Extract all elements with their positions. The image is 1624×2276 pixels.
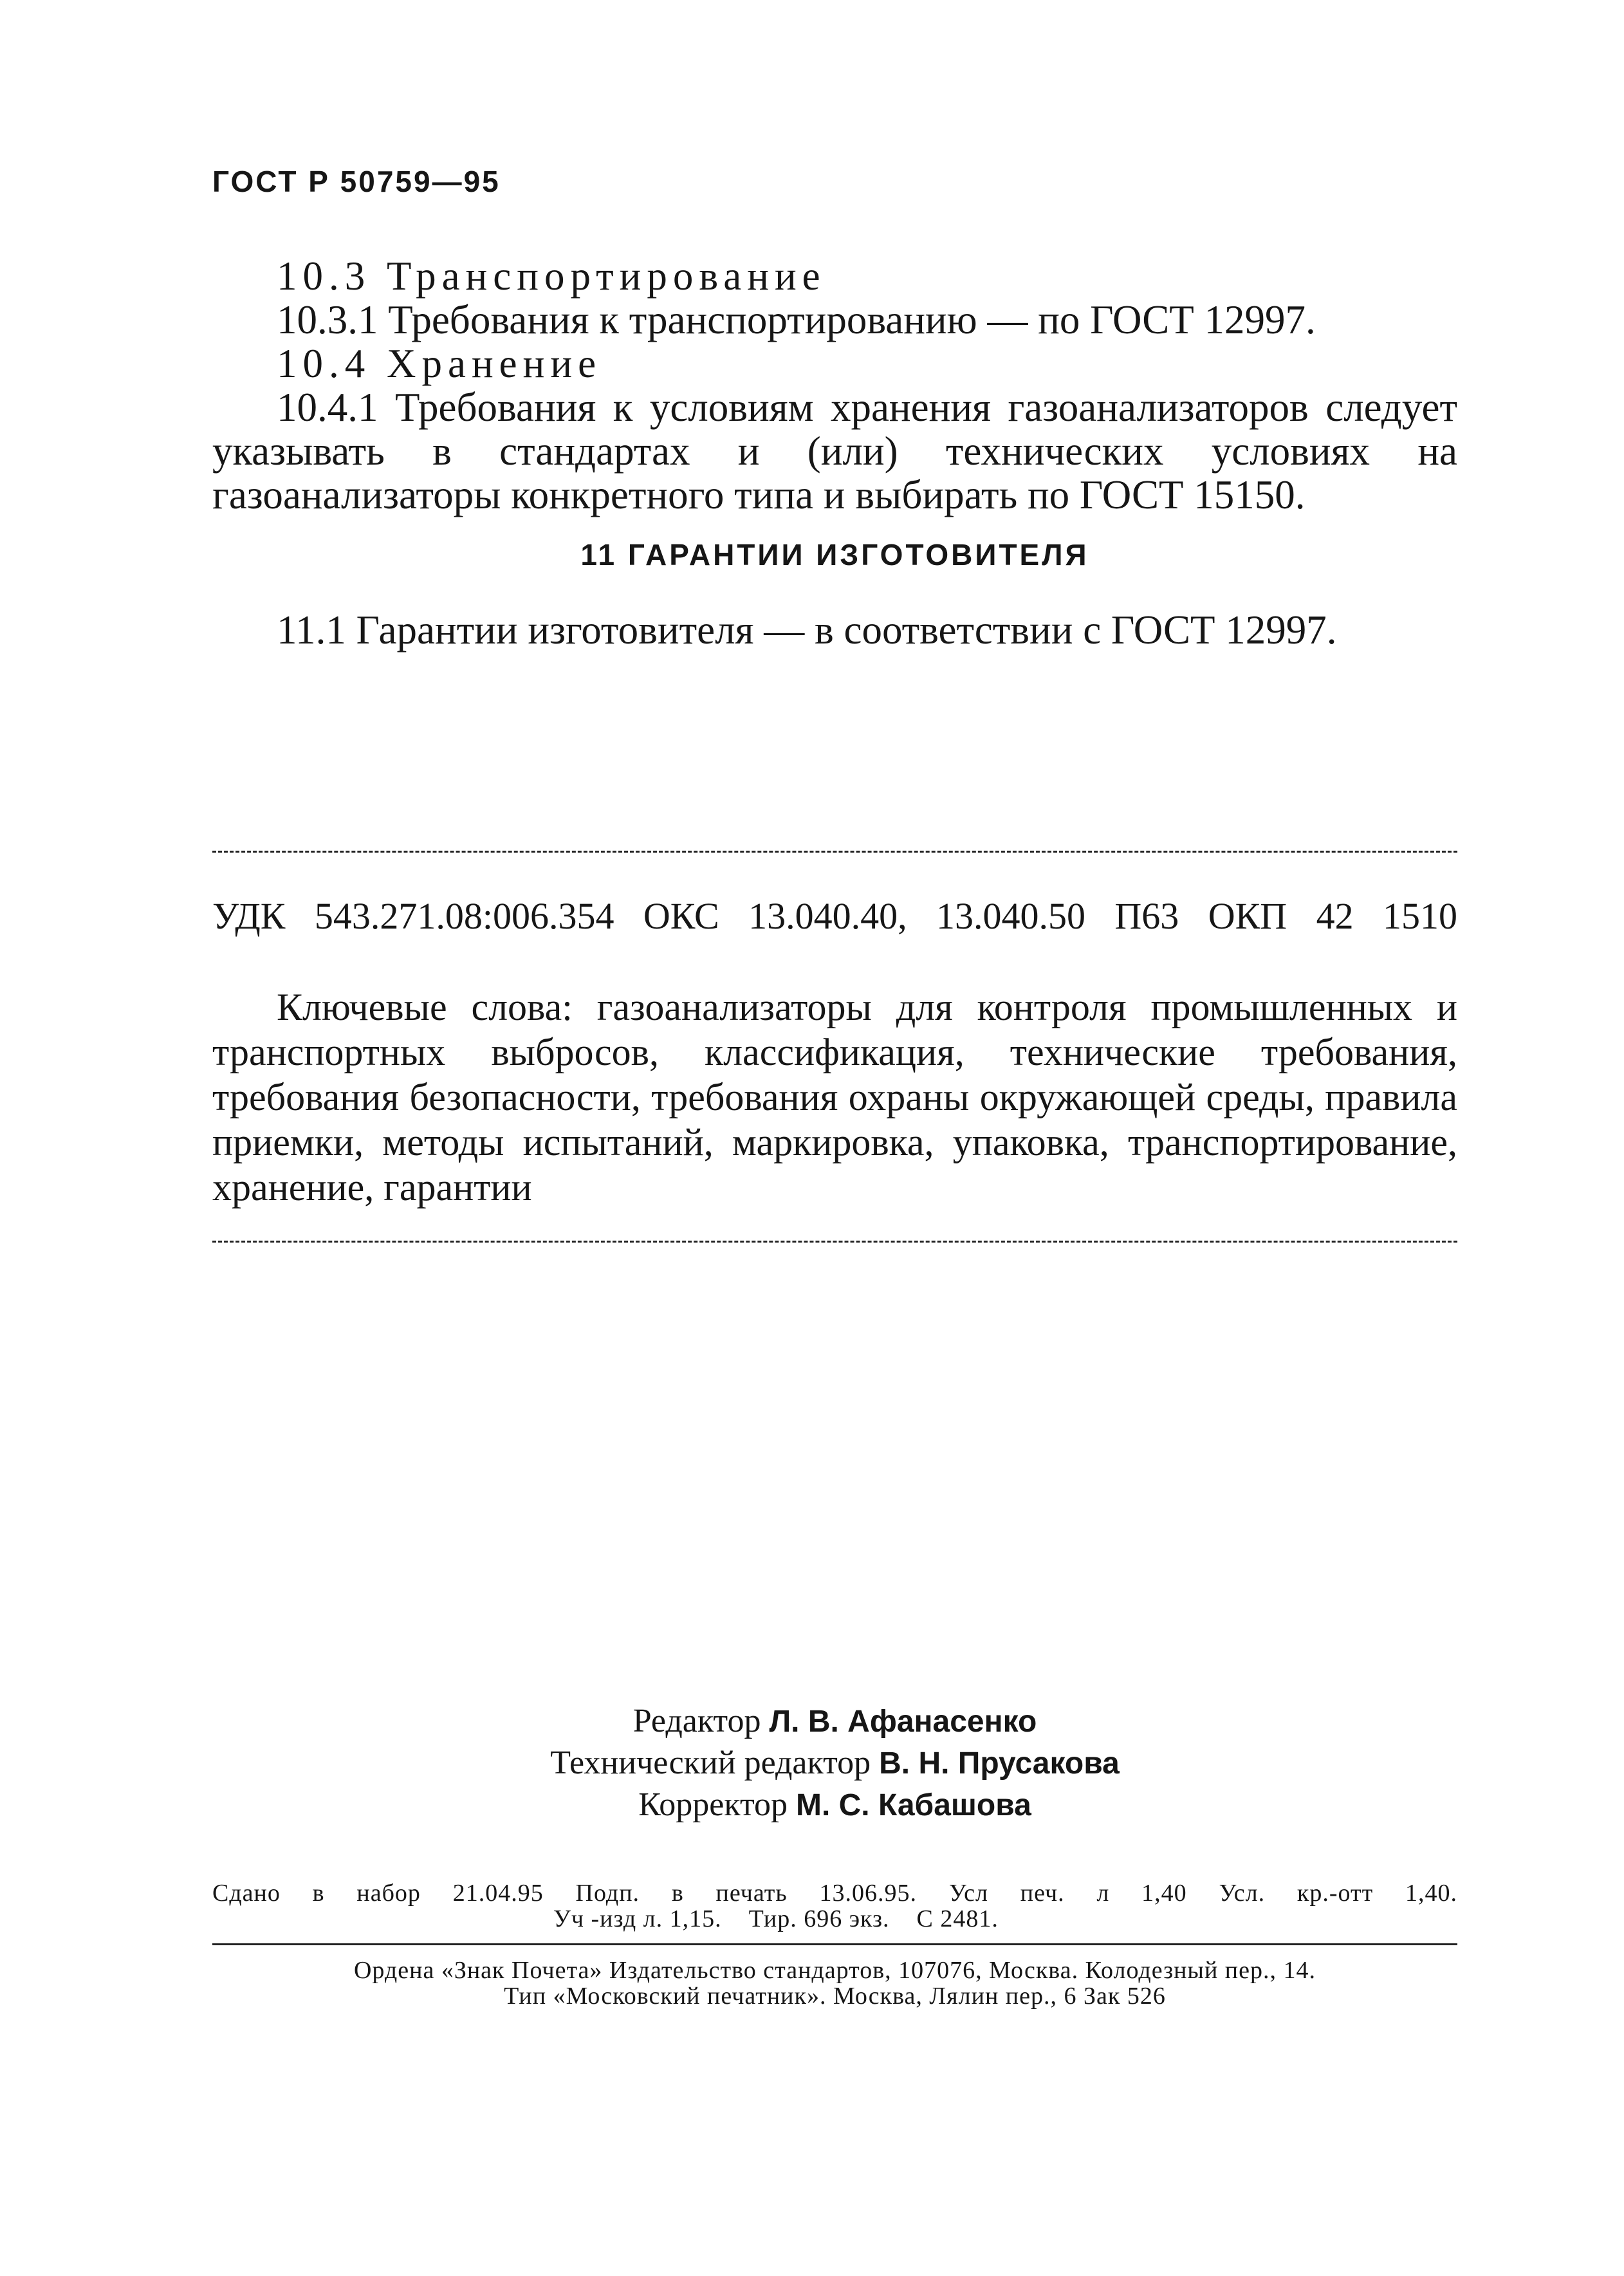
section-11-1-text: 11.1 Гарантии изготовителя — в соответствии с ГОСТ 12997. [277,607,1337,652]
credit-tech-editor [212,1744,1457,1782]
section-10-4-heading: 10.4 Хранение [277,341,602,386]
imprint-signed: Подп. в печать 13.06.95. [575,1880,918,1907]
imprint-publisher: Ордена «Знак Почета» Издательство стандартов, 107076, Москва. Колодезный пер., 14. [353,1957,1316,1984]
keywords-paragraph [212,985,1457,1210]
corrector-label: Корректор [638,1786,788,1823]
udk-classification-line: УДК 543.271.08:006.354 ОКС 13.040.40, 13.040.50 П63 ОКП 42 1510 [212,895,1457,937]
section-10-3-heading: 10.3 Транспортирование [277,254,826,299]
credit-editor [212,1702,1457,1740]
imprint-divider [212,1943,1457,1945]
imprint-row-1 [212,1879,1457,1907]
editor-label: Редактор [632,1703,761,1739]
corrector-name: М. С. Кабашова [795,1788,1031,1822]
credit-corrector [212,1786,1457,1824]
editor-name: Л. В. Афанасенко [769,1705,1037,1739]
section-10-3-1-text: 10.3.1 Требования к транспортированию — по ГОСТ 12997. [277,297,1316,342]
divider-bottom [212,1241,1457,1243]
keywords-text: Ключевые слова: газоанализаторы для контроля промышленных и транспортных выбросов, классификация, технические требования, требования безопасности, требования охраны окружающей среды, правила приемки, методы испытаний, маркировка, упаковка, транспортирование, хранение, гарантии [212,986,1457,1208]
section-10-4-1-text: 10.4.1 Требования к условиям хранения газоанализаторов следует указывать в стандартах и (или) технических условиях на газоанализаторы конкретного типа и выбирать по ГОСТ 15150. [212,385,1457,517]
imprint-run: Тир. 696 экз. [748,1905,890,1932]
document-header: ГОСТ Р 50759—95 [212,165,501,198]
imprint-color-prints: Усл. кр.-отт 1,40. [1219,1880,1458,1907]
divider-top [212,851,1457,853]
tech-editor-name: В. Н. Прусакова [879,1746,1120,1781]
tech-editor-label: Технический редактор [550,1744,871,1781]
imprint-order-c: С 2481. [916,1905,999,1932]
imprint-typeset: Сдано в набор 21.04.95 [212,1880,544,1907]
section-11-title: 11 ГАРАНТИИ ИЗГОТОВИТЕЛЯ [580,538,1089,571]
imprint-row-2 [553,1905,999,1933]
section-10-4-1-paragraph [212,385,1457,517]
imprint-pub-sheets: Уч -изд л. 1,15. [553,1905,722,1932]
imprint-printer: Тип «Московский печатник». Москва, Лялин пер., 6 Зак 526 [504,1983,1166,2010]
imprint-print-sheets: Усл печ. л 1,40 [948,1880,1187,1907]
